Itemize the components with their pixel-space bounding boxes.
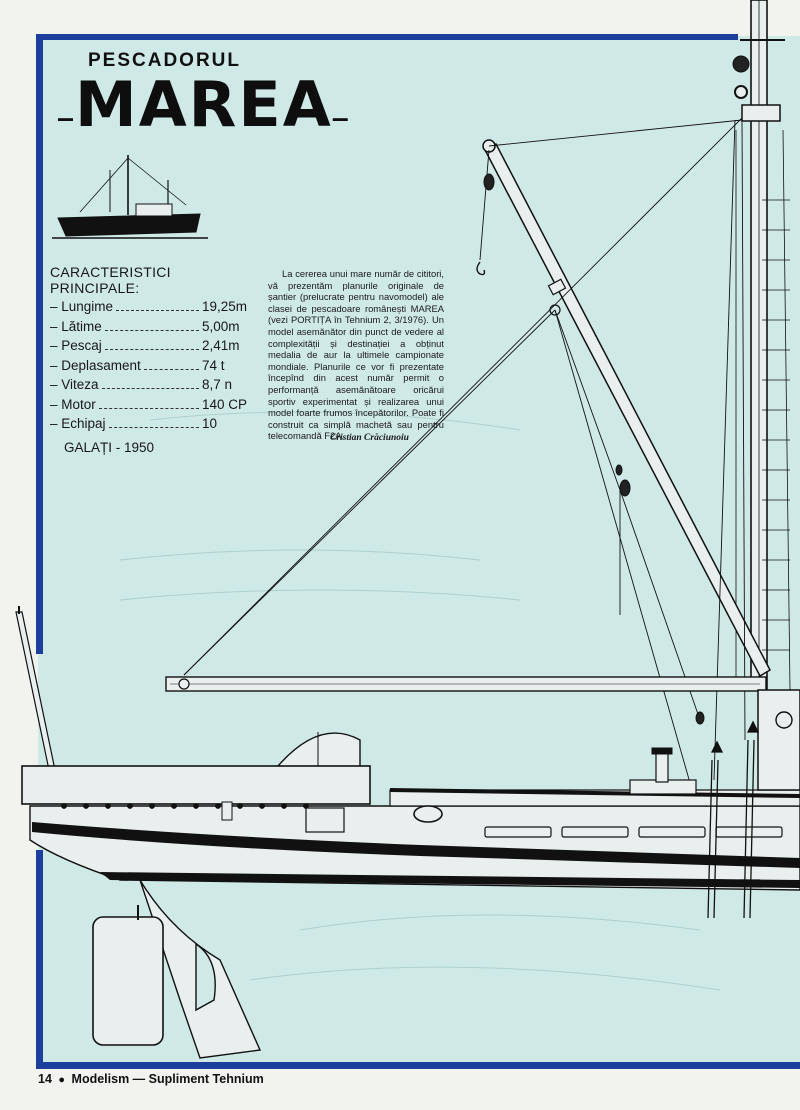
- footer-separator: —: [132, 1072, 146, 1086]
- leader-dots: [105, 330, 199, 331]
- spec-value: 2,41m: [202, 338, 240, 353]
- spec-value: 8,7 n: [202, 377, 233, 392]
- leader-dots: [109, 427, 199, 428]
- spec-label: – Pescaj: [50, 338, 102, 353]
- spec-label: – Deplasament: [50, 357, 141, 373]
- leader-dots: [105, 349, 199, 350]
- spec-label: – Lungime: [50, 299, 114, 314]
- spec-label: – Lătime: [50, 318, 102, 334]
- spec-row: [50, 416, 260, 436]
- article-kicker: PESCADORUL: [88, 50, 242, 71]
- main-boom: [166, 677, 766, 691]
- publication-name: Modelism: [71, 1072, 130, 1086]
- build-origin: GALAȚI - 1950: [64, 439, 155, 455]
- block-pulleys: [484, 174, 704, 724]
- leader-dots: [116, 310, 199, 311]
- page-number: 14: [38, 1072, 52, 1086]
- spec-row: [50, 299, 260, 319]
- spec-label: – Motor: [50, 396, 96, 412]
- specifications-panel: [50, 264, 260, 455]
- intro-text-block: [268, 268, 444, 442]
- leader-dots: [99, 408, 199, 409]
- cargo-boom: [483, 140, 770, 676]
- construction-lines: [120, 412, 720, 990]
- boat-thumbnail: [52, 155, 208, 238]
- supplement-name: Supliment Tehnium: [148, 1072, 264, 1086]
- leader-dots: [102, 388, 199, 389]
- author-byline: Cristian Crăciunoiu: [330, 433, 409, 443]
- page-footer: [38, 1072, 264, 1086]
- spec-row: [50, 377, 260, 397]
- bullet-icon: ●: [58, 1074, 66, 1086]
- title-text: MAREA: [75, 68, 333, 141]
- title-dash-right: _: [332, 87, 350, 122]
- title-dash-left: _: [58, 87, 75, 122]
- leader-dots: [144, 369, 199, 370]
- dinghy: [278, 732, 360, 770]
- specs-heading: CARACTERISTICI PRINCIPALE:: [50, 264, 171, 296]
- spec-value: 5,00m: [202, 318, 240, 334]
- spec-row: [50, 358, 260, 378]
- main-mast: [733, 0, 790, 690]
- article-title: [58, 70, 350, 140]
- stern-rudder: [93, 880, 260, 1058]
- spec-value: 10: [202, 416, 218, 431]
- spec-value: 19,25m: [202, 299, 248, 314]
- spec-row: [50, 397, 260, 417]
- intro-paragraph: La cererea unui mare număr de cititori, vă prezentăm planurile originale de șantier (prelucrate pentru navomodel) ale clasei de pescadoare românești MAREA (vezi PORTIȚA în Tehnium 2, 3/1976). Un model asemănător din punct de vedere al complexității și destinației a obținut medalia de aur la ultimele campionate mondiale. Planurile ce vor fi prezentate începînd din acest număr permit o performanță asemănătoare oricărui sportiv experimentat și realizarea unui model foarte frumos începătorilor. Poate fi construit ca simplă machetă sau pentru telecomandă F2A.: [268, 268, 444, 442]
- spec-row: [50, 338, 260, 358]
- stern-mast: [16, 606, 55, 770]
- spec-value: 74 t: [202, 357, 225, 373]
- spec-value: 140 CP: [202, 396, 248, 412]
- spec-row: [50, 319, 260, 339]
- spec-label: – Viteza: [50, 377, 99, 392]
- spec-label: – Echipaj: [50, 416, 106, 431]
